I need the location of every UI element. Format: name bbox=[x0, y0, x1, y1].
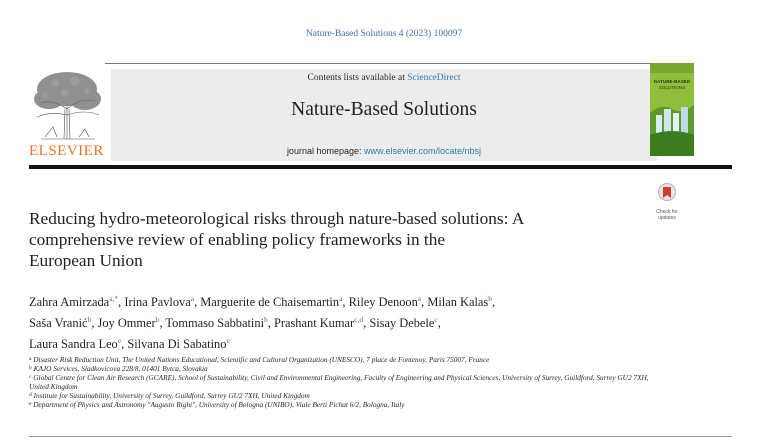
author-name[interactable]: Tommaso Sabbatini bbox=[165, 316, 265, 330]
affiliation-item bbox=[29, 400, 669, 409]
affiliation-text: Department of Physics and Astronomy "Augusto Righi", University of Bologna (UNIBO), Viale Berti Pichat 6/2, Bologna, Italy bbox=[33, 400, 405, 410]
author-name[interactable]: Joy Ommer bbox=[97, 316, 156, 330]
contents-line bbox=[111, 73, 657, 83]
crossmark-line-1: Check for bbox=[656, 209, 678, 215]
author-affil-ref[interactable]: a bbox=[190, 294, 195, 303]
affiliation-letter: b bbox=[29, 365, 32, 372]
author-line: Zahra Amirzada$^{a,*}$, Irina Pavlova$^a$, Marguerite de Chaisemartin$^a$, Riley Denoon$^a$, Milan Kalas$^b$, bbox=[29, 294, 496, 309]
affiliation-text: Global Centre for Clean Air Research (GCARE), School of Sustainability, Civil and Environmental Engineering, Faculty of Engineering and Physical Sciences, University of Surrey, Guildford, Surrey GU2 7XH, United Kingdom bbox=[29, 373, 649, 392]
affiliation-text: KAJO Services, Sladkovicova 228/8, 01401 Bytca, Slovakia bbox=[33, 364, 208, 374]
author-name[interactable]: Zahra Amirzada bbox=[29, 295, 110, 309]
affiliation-item bbox=[29, 373, 669, 391]
affiliation-item bbox=[29, 391, 669, 400]
author-list bbox=[29, 290, 669, 353]
journal-info-box bbox=[111, 69, 657, 161]
affiliation-letter: c bbox=[29, 374, 32, 381]
affiliation-item bbox=[29, 355, 669, 364]
header-bottom-rule bbox=[29, 165, 732, 169]
journal-header bbox=[29, 63, 732, 164]
cover-title-1: NATURE-BASED bbox=[653, 79, 691, 84]
affiliation-letter: d bbox=[29, 392, 32, 399]
affiliation-text: Disaster Risk Reduction Unit, The United Nations Educational, Scientific and Cultural Organization (UNESCO), 7 place de Fontenoy, Paris 75007, France bbox=[33, 355, 490, 364]
article-title bbox=[29, 208, 639, 271]
author-name[interactable]: Sisay Debele bbox=[369, 316, 435, 330]
author-name[interactable]: Riley Denoon bbox=[348, 295, 418, 309]
author-affil-ref[interactable]: a bbox=[417, 294, 422, 303]
author-affil-ref[interactable]: b bbox=[87, 315, 92, 324]
homepage-line bbox=[111, 146, 657, 156]
header-top-rule bbox=[105, 63, 660, 64]
author-affil-ref[interactable]: e bbox=[226, 336, 230, 345]
author-affil-ref[interactable]: e bbox=[117, 336, 122, 345]
contents-prefix: Contents lists available at bbox=[307, 73, 408, 83]
affiliation-text: Institute for Sustainability, University of Surrey, Guildford, Surrey GU2 7XH, United Kingdom bbox=[33, 391, 310, 401]
author-affil-ref[interactable]: b bbox=[155, 315, 160, 324]
author-affil-ref[interactable]: b bbox=[488, 294, 492, 303]
affiliation-list bbox=[29, 355, 669, 410]
journal-reference[interactable]: Nature-Based Solutions 4 (2023) 100097 bbox=[305, 29, 463, 39]
homepage-link[interactable]: www.elsevier.com/locate/nbsj bbox=[364, 146, 482, 156]
title-line: comprehensive review of enabling policy frameworks in the bbox=[29, 230, 446, 249]
affiliation-letter: a bbox=[29, 356, 32, 362]
author-name[interactable]: Milan Kalas bbox=[427, 295, 489, 309]
homepage-prefix: journal homepage: bbox=[286, 146, 364, 156]
title-line: European Union bbox=[29, 251, 143, 270]
affiliation-item bbox=[29, 364, 669, 373]
journal-title: Nature-Based Solutions bbox=[291, 99, 477, 120]
affiliation-letter: e bbox=[29, 401, 32, 408]
author-name[interactable]: Irina Pavlova bbox=[124, 295, 191, 309]
author-affil-ref[interactable]: a bbox=[339, 294, 343, 303]
author-affil-ref[interactable]: c bbox=[434, 315, 438, 324]
sciencedirect-link[interactable]: ScienceDirect bbox=[407, 73, 461, 83]
check-for-updates-badge[interactable] bbox=[652, 183, 682, 225]
elsevier-wordmark[interactable]: ELSEVIER bbox=[29, 143, 104, 159]
author-name[interactable]: Marguerite de Chaisemartin bbox=[200, 295, 340, 309]
cover-title-2: SOLUTIONS bbox=[658, 85, 686, 90]
crossmark-line-2: updates bbox=[658, 214, 676, 221]
author-line: Saša Vranić$^b$, Joy Ommer$^b$, Tommaso Sabbatini$^b$, Prashant Kumar$^{c,d}$, Sisay Debele$^c$, bbox=[29, 315, 441, 330]
author-name[interactable]: Laura Sandra Leo bbox=[29, 337, 118, 351]
author-affil-ref[interactable]: b bbox=[264, 315, 268, 324]
title-line: Reducing hydro-meteorological risks through nature-based solutions: A bbox=[29, 209, 525, 228]
author-affil-ref[interactable]: c,d bbox=[354, 315, 364, 324]
author-name[interactable]: Silvana Di Sabatino bbox=[127, 337, 227, 351]
author-name[interactable]: Prashant Kumar bbox=[273, 316, 355, 330]
bottom-rule bbox=[29, 436, 732, 437]
author-line: Laura Sandra Leo$^e$, Silvana Di Sabatino$^e$ bbox=[29, 336, 230, 351]
author-affil-ref[interactable]: a,* bbox=[109, 294, 119, 303]
crossmark-icon bbox=[658, 183, 676, 205]
author-name[interactable]: Saša Vranić bbox=[29, 316, 88, 330]
journal-cover-thumbnail[interactable] bbox=[650, 63, 694, 156]
